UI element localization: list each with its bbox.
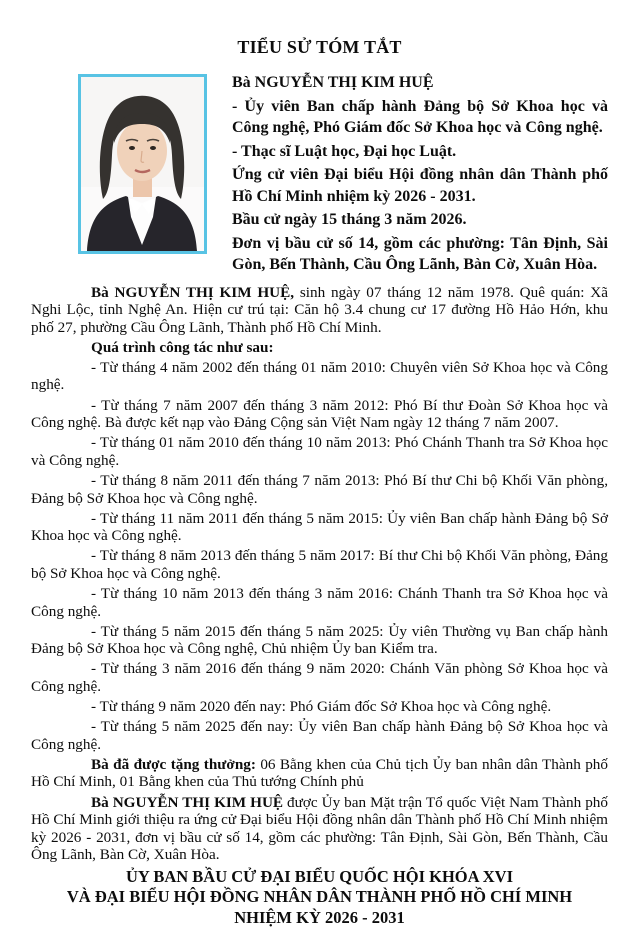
constituency-line: Đơn vị bầu cử số 14, gồm các phường: Tân Định, Sài Gòn, Bến Thành, Cầu Ông Lãnh, Bàn Cờ, Xuân Hòa. [232,234,608,273]
career-item: - Từ tháng 4 năm 2002 đến tháng 01 năm 2010: Chuyên viên Sở Khoa học và Công nghệ. [31,358,608,394]
candidate-summary [232,72,608,278]
document-body [31,284,608,864]
career-item: - Từ tháng 7 năm 2007 đến tháng 3 năm 2012: Phó Bí thư Đoàn Sở Khoa học và Công nghệ. Bà được kết nạp vào Đảng Cộng sản Việt Nam ngày 12 tháng 7 năm 2007. [31,396,608,432]
footer-line-3: NHIỆM KỲ 2026 - 2031 [234,907,405,927]
awards-lead: Bà đã được tặng thưởng: [91,755,256,773]
bio-paragraph [31,284,608,337]
career-item: - Từ tháng 01 năm 2010 đến tháng 10 năm 2013: Phó Chánh Thanh tra Sở Khoa học và Công nghệ. [31,434,608,469]
footer-line-1: ỦY BAN BẦU CỬ ĐẠI BIỂU QUỐC HỘI KHÓA XVI [125,866,514,886]
candidate-position-line: - Ủy viên Ban chấp hành Đảng bộ Sở Khoa học và Công nghệ, Phó Giám đốc Sở Khoa học và Công nghệ. [232,97,608,136]
bio-lead: Bà NGUYỄN THỊ KIM HUỆ, [91,283,295,301]
election-date-line: Bầu cử ngày 15 tháng 3 năm 2026. [232,211,467,228]
career-item: - Từ tháng 8 năm 2011 đến tháng 7 năm 2013: Phó Bí thư Chi bộ Khối Văn phòng, Đảng bộ Sở Khoa học và Công nghệ. [31,471,608,507]
candidate-photo [78,74,207,254]
awards-text: 06 Bằng khen của Chủ tịch Ủy ban nhân dân Thành phố Hồ Chí Minh, 01 Bằng khen của Thủ tướng Chính phủ [31,755,608,791]
bio-text: sinh ngày 07 tháng 12 năm 1978. Quê quán: Xã Nghi Lộc, tỉnh Nghệ An. Hiện cư trú tại: Căn hộ 3.4 chung cư 17 đường Hồ Hảo Hớn, khu phố 27, phường Cầu Ông Lãnh, Thành phố Hồ Chí Minh. [31,283,609,336]
career-item: - Từ tháng 3 năm 2016 đến tháng 9 năm 2020: Chánh Văn phòng Sở Khoa học và Công nghệ. [31,660,608,695]
candidate-header-section [31,72,608,278]
candidacy-line: Ứng cử viên Đại biểu Hội đồng nhân dân Thành phố Hồ Chí Minh nhiệm kỳ 2026 - 2031. [232,166,608,205]
candidate-name: Bà NGUYỄN THỊ KIM HUỆ [232,74,434,91]
nomination-text: được Ủy ban Mặt trận Tổ quốc Việt Nam Thành phố Hồ Chí Minh giới thiệu ra ứng cử Đại biểu Hội đồng nhân dân Thành phố Hồ Chí Minh nhiệm kỳ 2026 - 2031, đơn vị bầu cử số 14, gồm các phường: Tân Định, Sài Gòn, Bến Thành, Cầu Ông Lãnh, Bàn Cờ, Xuân Hòa. [31,793,608,864]
awards-paragraph [31,756,608,791]
footer-line-2: VÀ ĐẠI BIỂU HỘI ĐỒNG NHÂN DÂN THÀNH PHỐ HỒ CHÍ MINH [66,887,573,907]
career-item: - Từ tháng 10 năm 2013 đến tháng 3 năm 2016: Chánh Thanh tra Sở Khoa học và Công nghệ. [31,585,608,620]
career-item: - Từ tháng 8 năm 2013 đến tháng 5 năm 2017: Bí thư Chi bộ Khối Văn phòng, Đảng bộ Sở Khoa học và Công nghệ. [31,547,608,582]
page-title: TIỂU SỬ TÓM TẮT [237,37,402,57]
election-committee-footer [31,867,608,928]
career-item: - Từ tháng 9 năm 2020 đến nay: Phó Giám đốc Sở Khoa học và Công nghệ. [91,698,552,716]
career-heading: Quá trình công tác như sau: [91,338,274,356]
candidate-education-line: - Thạc sĩ Luật học, Đại học Luật. [232,142,457,160]
career-item: - Từ tháng 11 năm 2011 đến tháng 5 năm 2015: Ủy viên Ban chấp hành Đảng bộ Sở Khoa học và Công nghệ. [31,509,608,545]
career-item: - Từ tháng 5 năm 2025 đến nay: Ủy viên Ban chấp hành Đảng bộ Sở Khoa học và Công nghệ. [31,718,608,753]
career-item: - Từ tháng 5 năm 2015 đến tháng 5 năm 2025: Ủy viên Thường vụ Ban chấp hành Đảng bộ Sở Khoa học và Công nghệ, Chủ nhiệm Ủy ban Kiểm tra. [31,622,608,658]
nomination-paragraph [31,794,608,864]
nomination-lead: Bà NGUYỄN THỊ KIM HUỆ [91,793,284,811]
portrait-illustration [81,77,204,251]
